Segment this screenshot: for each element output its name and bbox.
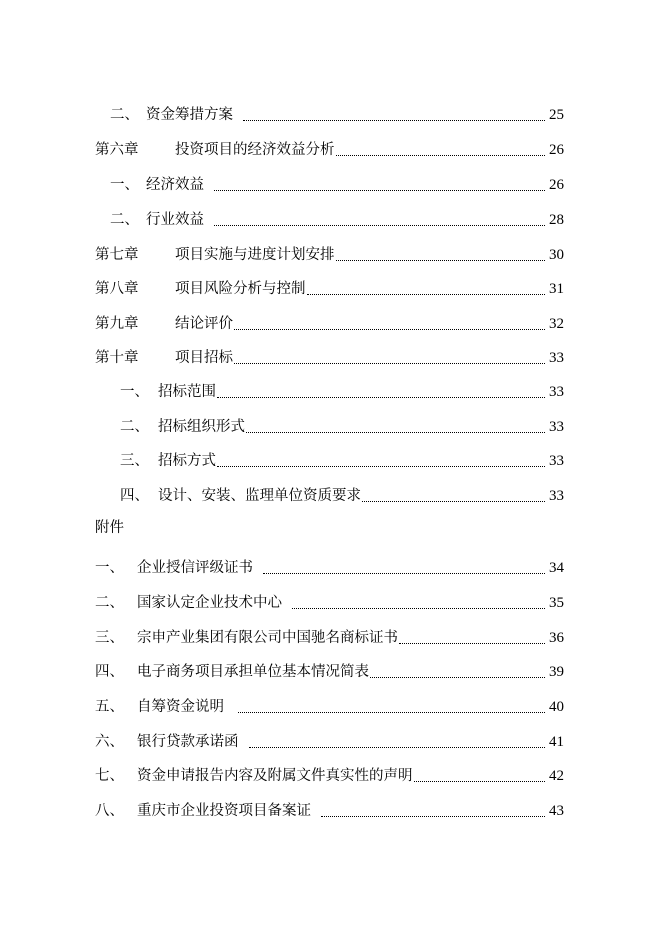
toc-entry-number: 第七章 [95, 247, 139, 263]
dot-leader [370, 677, 545, 678]
toc-entry-title: 项目实施与进度计划安排 [175, 247, 335, 263]
toc-entry [110, 170, 564, 194]
appendix-entry [95, 657, 564, 681]
toc-entry-page: 33 [549, 384, 564, 400]
appendix-entry [95, 553, 564, 577]
dot-leader [414, 781, 546, 782]
toc-entry-page: 33 [549, 488, 564, 504]
toc-entry [110, 205, 564, 229]
appendix-entry-number: 七、 [95, 768, 124, 784]
appendix-entry-page: 34 [549, 560, 564, 576]
toc-entry [120, 377, 564, 401]
dot-leader [336, 260, 546, 261]
dot-leader [307, 294, 546, 295]
dot-leader [399, 643, 545, 644]
toc-entry [120, 446, 564, 470]
toc-entry-title: 投资项目的经济效益分析 [175, 142, 335, 158]
toc-entry-page: 32 [549, 316, 564, 332]
appendix-entry-page: 35 [549, 595, 564, 611]
toc-entry-page: 31 [549, 281, 564, 297]
dot-leader [362, 501, 545, 502]
dot-leader [217, 397, 545, 398]
toc-entry-number: 第六章 [95, 142, 139, 158]
dot-leader [243, 120, 545, 121]
appendix-entry-title: 重庆市企业投资项目备案证 [137, 803, 311, 819]
dot-leader [249, 747, 546, 748]
dot-leader [292, 608, 545, 609]
appendix-entry-page: 42 [549, 768, 564, 784]
toc-entry [95, 309, 564, 333]
dot-leader [217, 466, 545, 467]
toc-entry-number: 三、 [120, 453, 149, 469]
appendix-entry [95, 588, 564, 612]
appendix-entry-title: 银行贷款承诺函 [137, 734, 239, 750]
appendix-entry-page: 43 [549, 803, 564, 819]
appendix-entry-title: 资金申请报告内容及附属文件真实性的声明 [137, 768, 413, 784]
toc-entry-number: 一、 [120, 384, 149, 400]
appendix-entry-number: 六、 [95, 734, 124, 750]
appendix-entry-title: 自筹资金说明 [137, 699, 224, 715]
dot-leader [234, 329, 545, 330]
appendix-entry-page: 36 [549, 630, 564, 646]
toc-entry-number: 四、 [120, 488, 149, 504]
appendix-entry-number: 一、 [95, 560, 124, 576]
appendix-entry-title: 宗申产业集团有限公司中国驰名商标证书 [137, 630, 398, 646]
appendix-entry [95, 623, 564, 647]
toc-entry [95, 343, 564, 367]
dot-leader [246, 432, 545, 433]
appendix-heading: 附件 [95, 520, 124, 536]
appendix-entry-number: 八、 [95, 803, 124, 819]
appendix-entry-title: 企业授信评级证书 [137, 560, 253, 576]
appendix-entry-number: 四、 [95, 664, 124, 680]
toc-entry-title: 设计、安装、监理单位资质要求 [158, 488, 361, 504]
toc-entry [95, 135, 564, 159]
toc-entry-page: 26 [549, 142, 564, 158]
appendix-entry [95, 761, 564, 785]
toc-entry-page: 33 [549, 453, 564, 469]
toc-entry-number: 第十章 [95, 350, 139, 366]
toc-entry-page: 33 [549, 350, 564, 366]
toc-entry-number: 第八章 [95, 281, 139, 297]
toc-entry-title: 结论评价 [175, 316, 233, 332]
toc-entry-title: 项目风险分析与控制 [175, 281, 306, 297]
dot-leader [263, 573, 545, 574]
toc-entry [120, 481, 564, 505]
dot-leader [238, 712, 545, 713]
toc-entry-number: 二、 [110, 212, 139, 228]
appendix-entry-number: 三、 [95, 630, 124, 646]
toc-entry-title: 招标方式 [158, 453, 216, 469]
toc-entry-number: 二、 [120, 419, 149, 435]
dot-leader [214, 190, 545, 191]
toc-entry-title: 招标组织形式 [158, 419, 245, 435]
toc-entry-title: 资金筹措方案 [146, 107, 233, 123]
appendix-entry [95, 692, 564, 716]
dot-leader [234, 363, 545, 364]
toc-entry [95, 274, 564, 298]
appendix-entry-title: 国家认定企业技术中心 [137, 595, 282, 611]
toc-entry-page: 25 [549, 107, 564, 123]
appendix-entry [95, 796, 564, 820]
toc-entry-title: 项目招标 [175, 350, 233, 366]
dot-leader [214, 225, 545, 226]
toc-entry-number: 第九章 [95, 316, 139, 332]
toc-entry [95, 240, 564, 264]
appendix-entry-number: 二、 [95, 595, 124, 611]
toc-entry [110, 100, 564, 124]
dot-leader [336, 155, 546, 156]
toc-entry-title: 招标范围 [158, 384, 216, 400]
toc-entry [120, 412, 564, 436]
appendix-entry-title: 电子商务项目承担单位基本情况简表 [137, 664, 369, 680]
dot-leader [321, 816, 545, 817]
toc-entry-number: 一、 [110, 177, 139, 193]
toc-entry-title: 行业效益 [146, 212, 204, 228]
toc-entry-title: 经济效益 [146, 177, 204, 193]
toc-entry-page: 28 [549, 212, 564, 228]
appendix-entry-page: 41 [549, 734, 564, 750]
toc-entry-number: 二、 [110, 107, 139, 123]
toc-entry-page: 30 [549, 247, 564, 263]
toc-entry-page: 26 [549, 177, 564, 193]
appendix-entry-number: 五、 [95, 699, 124, 715]
appendix-entry-page: 40 [549, 699, 564, 715]
appendix-entry [95, 727, 564, 751]
toc-entry-page: 33 [549, 419, 564, 435]
appendix-entry-page: 39 [549, 664, 564, 680]
